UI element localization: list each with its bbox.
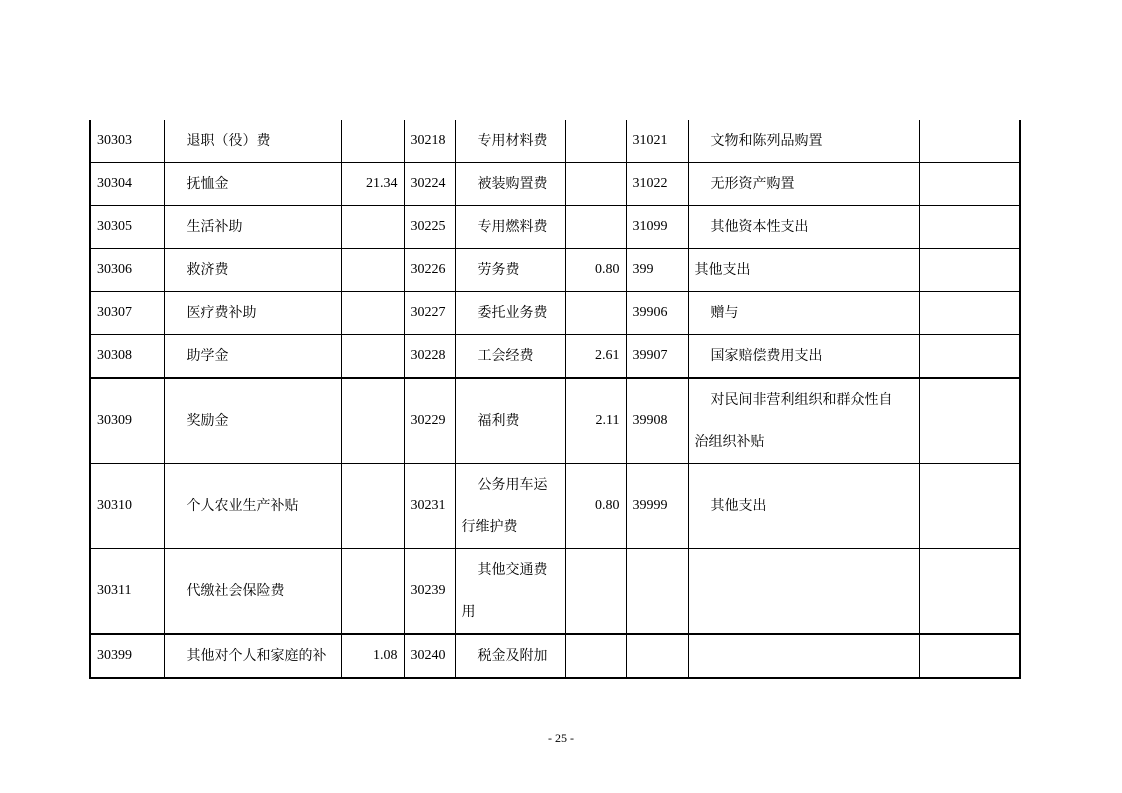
table-row [90, 464, 1020, 549]
amount-cell [341, 464, 404, 549]
code-cell: 31099 [626, 206, 688, 249]
amount-cell [919, 378, 1020, 464]
name-cell: 其他支出 [688, 249, 919, 292]
code-cell: 30310 [90, 464, 164, 549]
amount-cell: 1.08 [341, 634, 404, 678]
name-cell [688, 549, 919, 635]
name-cell: 无形资产购置 [688, 163, 919, 206]
amount-cell [341, 249, 404, 292]
code-cell: 31021 [626, 120, 688, 163]
code-cell: 30227 [404, 292, 455, 335]
amount-cell [341, 120, 404, 163]
name-cell: 劳务费 [455, 249, 565, 292]
name-cell: 其他对个人和家庭的补 [164, 634, 341, 678]
amount-cell [341, 292, 404, 335]
name-cell: 助学金 [164, 335, 341, 379]
code-cell: 30228 [404, 335, 455, 379]
code-cell: 30231 [404, 464, 455, 549]
name-cell: 退职（役）费 [164, 120, 341, 163]
name-cell: 工会经费 [455, 335, 565, 379]
name-cell: 赠与 [688, 292, 919, 335]
name-cell: 其他资本性支出 [688, 206, 919, 249]
table-row [90, 549, 1020, 635]
name-cell: 福利费 [455, 378, 565, 464]
amount-cell: 0.80 [565, 249, 626, 292]
name-line: 公务用车运 [477, 477, 548, 493]
code-cell: 30303 [90, 120, 164, 163]
name-cell [455, 464, 565, 549]
name-cell: 救济费 [164, 249, 341, 292]
amount-cell [919, 549, 1020, 635]
amount-cell [565, 163, 626, 206]
code-cell: 30311 [90, 549, 164, 635]
name-cell: 税金及附加 [455, 634, 565, 678]
amount-cell: 2.61 [565, 335, 626, 379]
name-cell: 其他支出 [688, 464, 919, 549]
name-cell [455, 549, 565, 635]
code-cell [626, 549, 688, 635]
code-cell: 30225 [404, 206, 455, 249]
name-cell: 专用燃料费 [455, 206, 565, 249]
name-cell: 医疗费补助 [164, 292, 341, 335]
code-cell: 39907 [626, 335, 688, 379]
code-cell: 30307 [90, 292, 164, 335]
amount-cell [919, 335, 1020, 379]
amount-cell: 0.80 [565, 464, 626, 549]
name-line: 治组织补贴 [694, 434, 765, 450]
code-cell: 30239 [404, 549, 455, 635]
amount-cell [919, 292, 1020, 335]
amount-cell [341, 549, 404, 635]
amount-cell [919, 249, 1020, 292]
name-cell: 抚恤金 [164, 163, 341, 206]
name-cell: 国家赔偿费用支出 [688, 335, 919, 379]
name-cell: 文物和陈列品购置 [688, 120, 919, 163]
expenditure-classification-table [89, 120, 1021, 679]
amount-cell [919, 464, 1020, 549]
code-cell: 30304 [90, 163, 164, 206]
code-cell: 30305 [90, 206, 164, 249]
name-line: 其他交通费 [477, 562, 548, 578]
code-cell: 30306 [90, 249, 164, 292]
code-cell: 39908 [626, 378, 688, 464]
name-line: 用 [461, 604, 476, 620]
table-row [90, 120, 1020, 163]
amount-cell [565, 206, 626, 249]
table-row [90, 634, 1020, 678]
amount-cell [919, 163, 1020, 206]
code-cell: 30224 [404, 163, 455, 206]
name-cell [688, 634, 919, 678]
table-row [90, 378, 1020, 464]
code-cell [626, 634, 688, 678]
code-cell: 30308 [90, 335, 164, 379]
amount-cell [565, 634, 626, 678]
code-cell: 30229 [404, 378, 455, 464]
code-cell: 399 [626, 249, 688, 292]
amount-cell [565, 549, 626, 635]
amount-cell: 21.34 [341, 163, 404, 206]
name-cell: 委托业务费 [455, 292, 565, 335]
amount-cell [341, 335, 404, 379]
code-cell: 39906 [626, 292, 688, 335]
code-cell: 30218 [404, 120, 455, 163]
amount-cell [565, 292, 626, 335]
name-cell: 专用材料费 [455, 120, 565, 163]
amount-cell [919, 206, 1020, 249]
name-cell: 奖励金 [164, 378, 341, 464]
amount-cell [919, 120, 1020, 163]
name-cell: 个人农业生产补贴 [164, 464, 341, 549]
code-cell: 30399 [90, 634, 164, 678]
name-line: 行维护费 [461, 519, 518, 535]
code-cell: 39999 [626, 464, 688, 549]
table-row [90, 335, 1020, 379]
amount-cell: 2.11 [565, 378, 626, 464]
amount-cell [919, 634, 1020, 678]
table-row [90, 163, 1020, 206]
name-cell: 代缴社会保险费 [164, 549, 341, 635]
amount-cell [341, 378, 404, 464]
table-row [90, 206, 1020, 249]
name-line: 对民间非营利组织和群众性自 [710, 392, 893, 408]
page-number: - 25 - [548, 731, 574, 745]
table-row [90, 292, 1020, 335]
code-cell: 30309 [90, 378, 164, 464]
table-row [90, 249, 1020, 292]
code-cell: 30226 [404, 249, 455, 292]
name-cell [688, 378, 919, 464]
name-cell: 生活补助 [164, 206, 341, 249]
name-cell: 被装购置费 [455, 163, 565, 206]
code-cell: 31022 [626, 163, 688, 206]
code-cell: 30240 [404, 634, 455, 678]
amount-cell [341, 206, 404, 249]
amount-cell [565, 120, 626, 163]
